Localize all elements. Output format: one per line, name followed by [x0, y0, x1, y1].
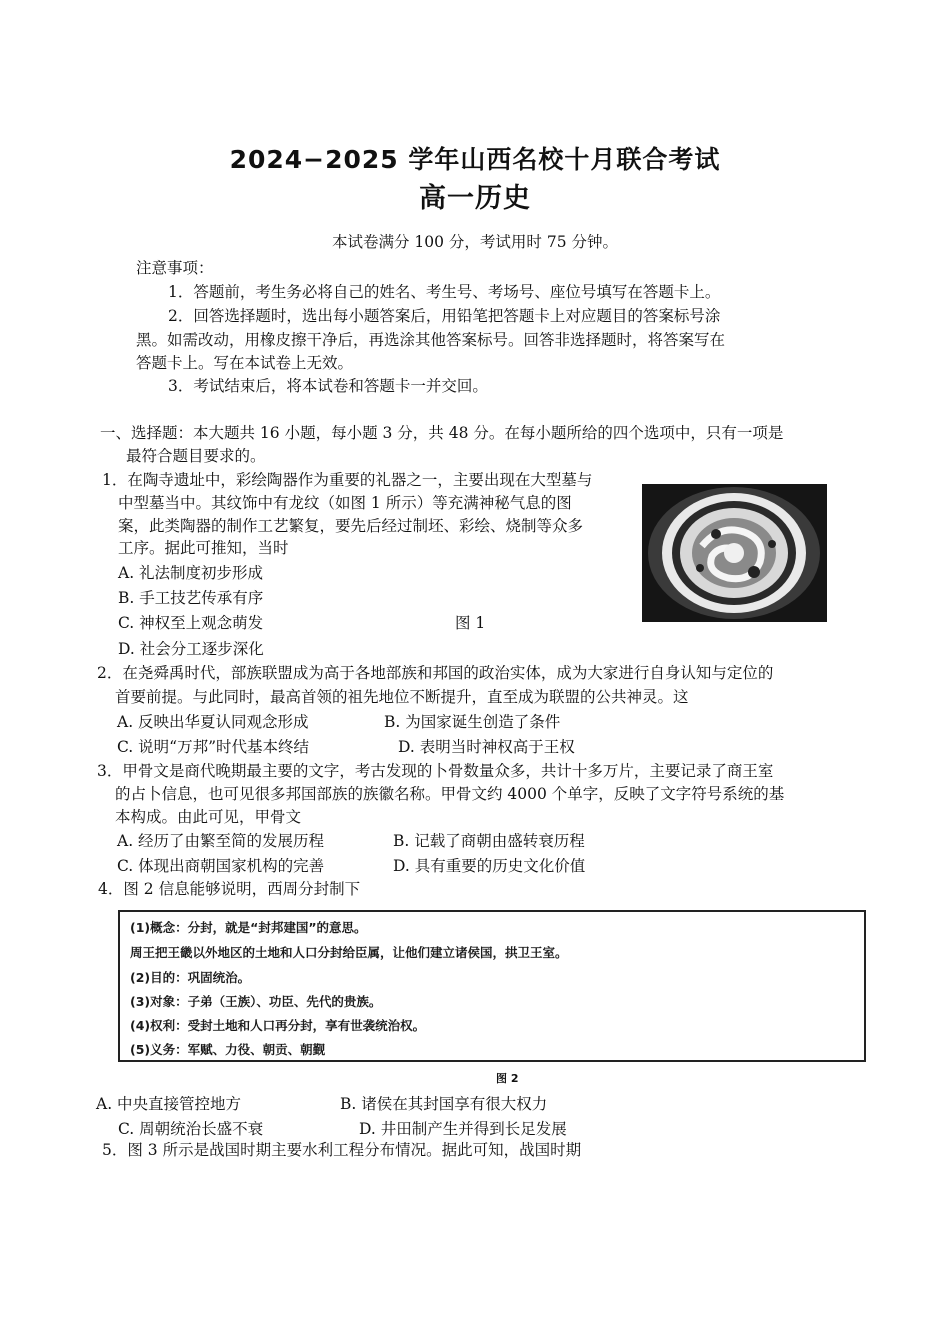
q1-stem-line-3: 案，此类陶器的制作工艺繁复，要先后经过制坯、彩绘、烧制等众多	[118, 517, 584, 535]
figure-2-row: (5)义务：军赋、力役、朝贡、朝觐	[130, 1042, 326, 1057]
q3-option-d: D. 具有重要的历史文化价值	[393, 857, 586, 875]
q3-option-c: C. 体现出商朝国家机构的完善	[117, 857, 325, 875]
figure-1-caption: 图 1	[455, 614, 486, 632]
q5-stem: 5．图 3 所示是战国时期主要水利工程分布情况。据此可知，战国时期	[102, 1141, 582, 1159]
figure-2-row: (3)对象：子弟（王族）、功臣、先代的贵族。	[130, 994, 382, 1009]
q1-option-a: A. 礼法制度初步形成	[118, 564, 264, 582]
q2-option-c: C. 说明“万邦”时代基本终结	[117, 738, 310, 756]
section-1-heading: 一、选择题：本大题共 16 小题，每小题 3 分，共 48 分。在每小题所给的四个选项中，只有一项是	[100, 424, 784, 442]
figure-2-row: (4)权利：受封土地和人口再分封，享有世袭统治权。	[130, 1018, 426, 1033]
figure-1-pottery-image	[642, 484, 827, 622]
q1-option-d: D. 社会分工逐步深化	[118, 640, 264, 658]
notice-heading: 注意事项：	[136, 259, 214, 277]
q4-stem: 4．图 2 信息能够说明，西周分封制下	[98, 880, 361, 898]
q1-stem-line-4: 工序。据此可推知，当时	[118, 539, 289, 557]
q2-stem-line-2: 首要前提。与此同时，最高首领的祖先地位不断提升，直至成为联盟的公共神灵。这	[115, 688, 689, 706]
notice-item-2-line-1: 2．回答选择题时，选出每小题答案后，用铅笔把答题卡上对应题目的答案标号涂	[168, 307, 721, 325]
q3-option-b: B. 记载了商朝由盛转衰历程	[393, 832, 585, 850]
q1-stem-line-1: 1．在陶寺遗址中，彩绘陶器作为重要的礼器之一，主要出现在大型墓与	[102, 471, 593, 489]
q3-option-a: A. 经历了由繁至简的发展历程	[117, 832, 325, 850]
notice-item-1: 1．答题前，考生务必将自己的姓名、考生号、考场号、座位号填写在答题卡上。	[168, 283, 721, 301]
q1-stem-line-2: 中型墓当中。其纹饰中有龙纹（如图 1 所示）等充满神秘气息的图	[118, 494, 572, 512]
figure-2-feudal-system-box	[118, 910, 866, 1062]
notice-item-2-line-2: 黑。如需改动，用橡皮擦干净后，再选涂其他答案标号。回答非选择题时，将答案写在	[136, 331, 726, 349]
exam-subject: 高一历史	[419, 183, 531, 214]
q1-option-b: B. 手工技艺传承有序	[118, 589, 264, 607]
q2-stem-line-1: 2．在尧舜禹时代，部族联盟成为高于各地部族和邦国的政治实体，成为大家进行自身认知与定位的	[97, 664, 774, 682]
figure-2-row: 周王把王畿以外地区的土地和人口分封给臣属，让他们建立诸侯国，拱卫王室。	[130, 945, 568, 960]
notice-item-3: 3．考试结束后，将本试卷和答题卡一并交回。	[168, 377, 488, 395]
q4-option-c: C. 周朝统治长盛不衰	[118, 1120, 264, 1138]
q2-option-d: D. 表明当时神权高于王权	[398, 738, 575, 756]
q3-stem-line-3: 本构成。由此可见，甲骨文	[115, 808, 302, 826]
q3-stem-line-2: 的占卜信息，也可见很多邦国部族的族徽名称。甲骨文约 4000 个单字，反映了文字符号系统的基	[115, 785, 785, 803]
q2-option-a: A. 反映出华夏认同观念形成	[117, 713, 309, 731]
figure-2-row: (1)概念：分封，就是“封邦建国”的意思。	[130, 920, 367, 935]
q2-option-b: B. 为国家诞生创造了条件	[384, 713, 561, 731]
q3-stem-line-1: 3．甲骨文是商代晚期最主要的文字，考古发现的卜骨数量众多，共计十多万片，主要记录了商王室	[97, 762, 774, 780]
q4-option-d: D. 井田制产生并得到长足发展	[359, 1120, 567, 1138]
q4-option-a: A. 中央直接管控地方	[96, 1095, 242, 1113]
exam-title: 2024−2025 学年山西名校十月联合考试	[229, 145, 721, 174]
figure-2-caption: 图 2	[496, 1072, 519, 1085]
figure-2-row: (2)目的：巩固统治。	[130, 970, 251, 985]
exam-intro: 本试卷满分 100 分，考试用时 75 分钟。	[331, 233, 619, 251]
notice-item-2-line-3: 答题卡上。写在本试卷上无效。	[136, 354, 354, 372]
q1-option-c: C. 神权至上观念萌发	[118, 614, 264, 632]
section-1-heading-cont: 最符合题目要求的。	[126, 447, 266, 465]
q4-option-b: B. 诸侯在其封国享有很大权力	[340, 1095, 548, 1113]
pottery-plate-illustration	[642, 484, 827, 622]
